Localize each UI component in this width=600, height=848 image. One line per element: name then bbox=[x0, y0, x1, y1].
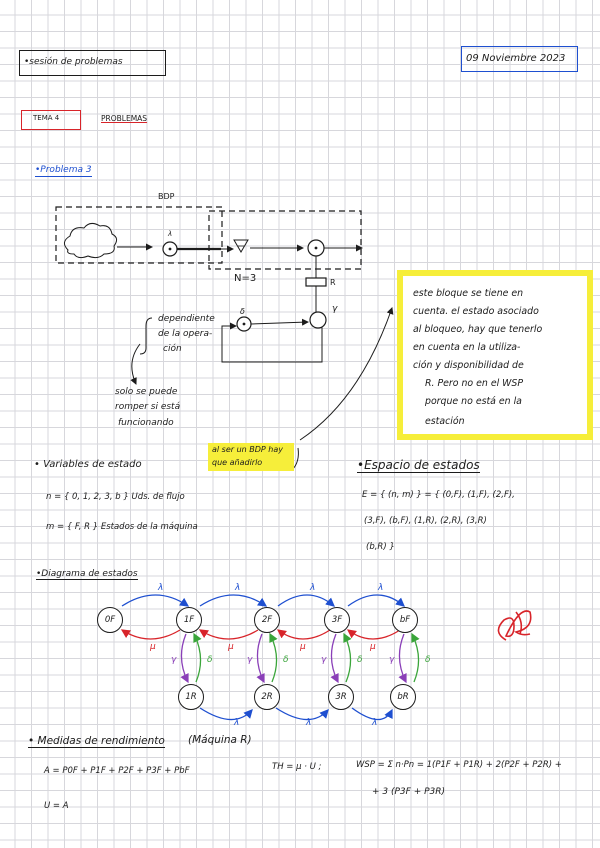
lambda-label-3: λ bbox=[310, 583, 316, 593]
note-line-7: porque no está en la bbox=[425, 396, 522, 407]
dependiente-line-2: de la opera- bbox=[158, 329, 213, 339]
problem-title: •Problema 3 bbox=[35, 165, 92, 175]
bdp-label: BDP bbox=[158, 192, 175, 201]
m-definition: m = { F, R } Estados de la máquina bbox=[46, 522, 198, 532]
lambda-label-4: λ bbox=[378, 583, 384, 593]
note-line-8: estación bbox=[425, 416, 465, 427]
lambda-label-6: λ bbox=[306, 718, 312, 728]
lambda-small-label: λ bbox=[168, 230, 173, 238]
delta-label-1: δ bbox=[207, 655, 213, 665]
mu-label-2: μ bbox=[228, 642, 234, 652]
solo-line-3: funcionando bbox=[118, 418, 174, 428]
lambda-label-2: λ bbox=[235, 583, 241, 593]
dependiente-line-3: ción bbox=[163, 344, 182, 354]
note-line-6: R. Pero no en el WSP bbox=[425, 378, 524, 389]
espacio-title: •Espacio de estados bbox=[357, 458, 480, 472]
delta-label-4: δ bbox=[425, 655, 431, 665]
date-text: 09 Noviembre 2023 bbox=[466, 53, 566, 64]
espacio-line-3: (b,R) } bbox=[366, 542, 395, 552]
delta-label: δ bbox=[240, 307, 245, 316]
lambda-label-5: λ bbox=[234, 718, 240, 728]
note-line-3: al bloqueo, hay que tenerlo bbox=[413, 324, 543, 335]
highlight-line-1: al ser un BDP hay bbox=[212, 445, 283, 454]
note-line-1: este bloque se tiene en bbox=[413, 288, 524, 299]
espacio-line-2: (3,F), (b,F), (1,R), (2,R), (3,R) bbox=[364, 516, 487, 526]
solo-line-1: solo se puede bbox=[115, 387, 178, 397]
note-line-4: en cuenta en la utiliza- bbox=[413, 342, 521, 353]
throughput-formula: TH = μ · U ; bbox=[272, 762, 322, 772]
lambda-label-7: λ bbox=[372, 718, 378, 728]
gamma-label-2: γ bbox=[247, 655, 253, 665]
utilization-formula: U = A bbox=[44, 801, 69, 811]
state-node-1R: 1R bbox=[178, 684, 204, 710]
topic-label: PROBLEMAS bbox=[101, 114, 148, 123]
bloqueo-note bbox=[397, 270, 593, 440]
medidas-title: • Medidas de rendimiento bbox=[28, 735, 165, 747]
n-definition: n = { 0, 1, 2, 3, b } Uds. de flujo bbox=[46, 492, 185, 502]
bdp-highlight bbox=[208, 443, 294, 471]
solo-line-2: romper si está bbox=[115, 402, 181, 412]
state-node-0F: 0F bbox=[97, 607, 123, 633]
state-node-2F: 2F bbox=[254, 607, 280, 633]
dependiente-line-1: dependiente bbox=[158, 314, 215, 324]
espacio-line-1: E = { (n, m) } = { (0,F), (1,F), (2,F), bbox=[362, 490, 515, 500]
state-node-bR: bR bbox=[390, 684, 416, 710]
availability-formula: A = P0F + P1F + P2F + P3F + PbF bbox=[44, 766, 190, 776]
note-line-5: ción y disponibilidad de bbox=[413, 360, 524, 371]
gamma-label: γ bbox=[332, 304, 338, 314]
wsp-formula-2: + 3 (P3F + P3R) bbox=[372, 787, 446, 797]
state-node-3F: 3F bbox=[324, 607, 350, 633]
mu-label-4: μ bbox=[370, 642, 376, 652]
tema-label: TEMA 4 bbox=[33, 114, 60, 122]
mu-label-1: μ bbox=[150, 642, 156, 652]
diagrama-title: •Diagrama de estados bbox=[36, 569, 138, 579]
delta-label-3: δ bbox=[357, 655, 363, 665]
highlight-line-2: que añadirlo bbox=[212, 458, 263, 467]
mu-label-3: μ bbox=[300, 642, 306, 652]
r-label: R bbox=[330, 278, 336, 287]
gamma-label-4: γ bbox=[389, 655, 395, 665]
state-node-3R: 3R bbox=[328, 684, 354, 710]
delta-label-2: δ bbox=[283, 655, 289, 665]
state-node-2R: 2R bbox=[254, 684, 280, 710]
lambda-label-1: λ bbox=[158, 583, 164, 593]
gamma-label-3: γ bbox=[321, 655, 327, 665]
variables-title: • Variables de estado bbox=[34, 459, 142, 470]
session-title: •sesión de problemas bbox=[24, 57, 123, 67]
medidas-subtitle: (Máquina R) bbox=[188, 734, 252, 746]
note-line-2: cuenta. el estado asociado bbox=[413, 306, 539, 317]
state-node-1F: 1F bbox=[176, 607, 202, 633]
n-label: N=3 bbox=[234, 273, 257, 284]
wsp-formula-1: WSP = Σ n·Pn = 1(P1F + P1R) + 2(P2F + P2R) + bbox=[356, 760, 562, 770]
gamma-label-1: γ bbox=[171, 655, 177, 665]
state-node-bF: bF bbox=[392, 607, 418, 633]
